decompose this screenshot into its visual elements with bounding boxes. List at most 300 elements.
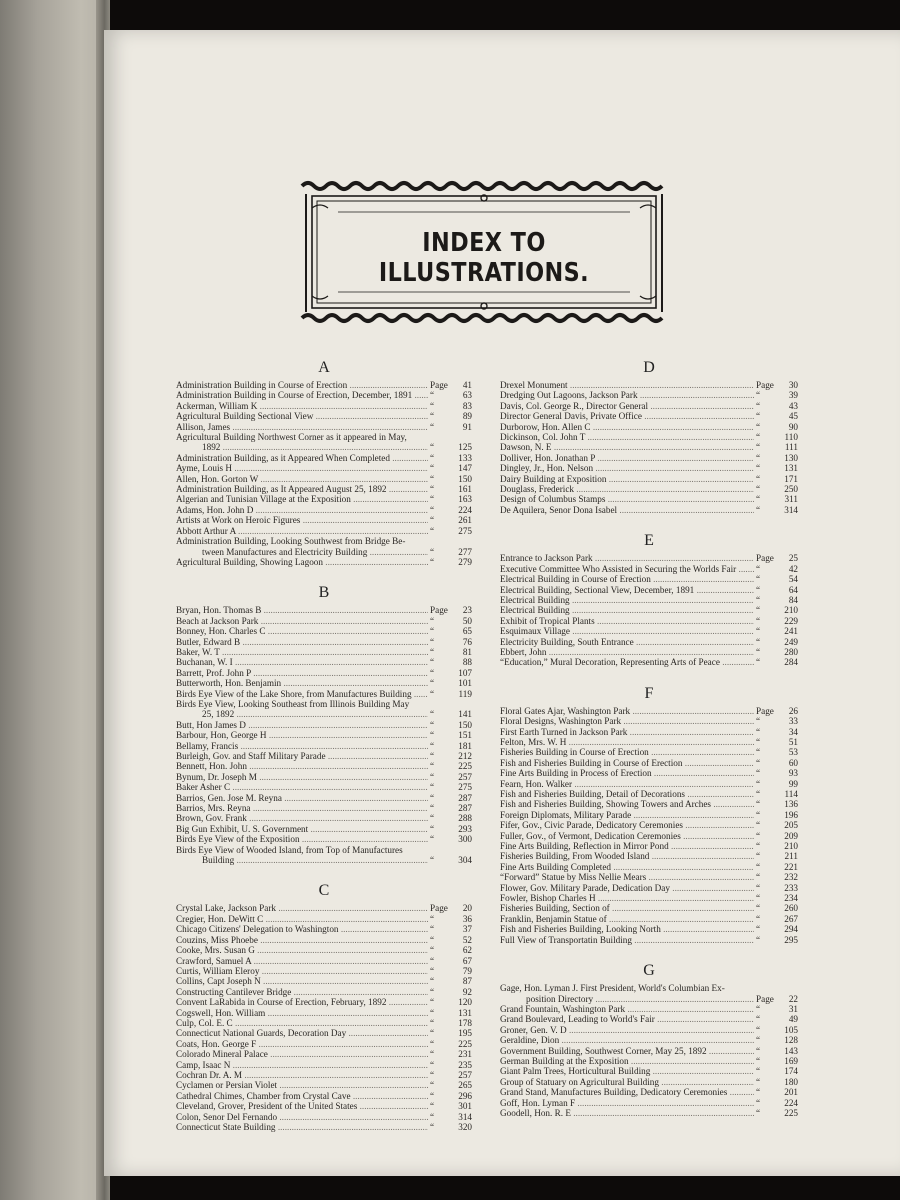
index-entry	[176, 616, 472, 626]
entry-page-prefix: “	[430, 965, 435, 976]
index-entry	[176, 966, 472, 976]
entry-page-number: 284	[784, 657, 798, 668]
index-entry	[500, 935, 798, 945]
entry-page-number: 279	[458, 556, 472, 567]
section-letter: G	[643, 962, 655, 980]
entry-page-prefix: “	[756, 463, 761, 474]
entry-page-prefix: “	[756, 778, 761, 789]
entry-title: Colorado Mineral Palace .....	[176, 1049, 428, 1059]
index-entry	[500, 737, 798, 747]
index-entry	[176, 956, 472, 966]
entry-title: Coats, Hon. George F .....	[176, 1039, 428, 1049]
index-entry	[176, 647, 472, 657]
index-entry	[176, 813, 472, 823]
entry-title: Administration Building in Course of Erection .....	[176, 380, 428, 390]
index-entry	[500, 380, 798, 390]
entry-title: Cathedral Chimes, Chamber from Crystal Cave .....	[176, 1091, 428, 1101]
index-entry	[176, 637, 472, 647]
entry-page-prefix: “	[430, 1038, 435, 1049]
index-entry	[500, 1025, 798, 1035]
entry-page-prefix: “	[430, 813, 435, 824]
entry-page-prefix: “	[756, 473, 761, 484]
entry-page-prefix: “	[430, 730, 435, 741]
entry-page-prefix: “	[756, 1066, 761, 1077]
entry-title: Barrios, Gen. Jose M. Reyna .....	[176, 793, 428, 803]
entry-continuation	[176, 855, 472, 865]
entry-title: Barrios, Mrs. Reyna .....	[176, 803, 428, 813]
entry-title: Birds Eye View, Looking Southeast from Illinois Building May	[176, 698, 410, 709]
index-entry	[500, 442, 798, 452]
entry-title: Connecticut National Guards, Decoration Day .....	[176, 1028, 428, 1038]
index-entry	[500, 585, 798, 595]
index-entry	[500, 799, 798, 809]
entry-title: Culp, Col. E. C .....	[176, 1018, 428, 1028]
index-entry	[176, 494, 472, 504]
entry-title: Geraldine, Dion .....	[500, 1035, 754, 1045]
entry-page-prefix: “	[756, 1003, 761, 1014]
entry-title: “Forward” Statue by Miss Nellie Mears .....	[500, 872, 754, 882]
entry-page-number: 161	[458, 484, 472, 495]
entry-title: Cochran Dr. A. M .....	[176, 1070, 428, 1080]
entry-title: Ayme, Louis H .....	[176, 463, 428, 473]
entry-page-prefix: Page	[430, 903, 448, 914]
entry-title: Cregier, Hon. DeWitt C .....	[176, 914, 428, 924]
entry-page-number: 65	[462, 626, 472, 637]
entry-page-prefix: “	[756, 432, 761, 443]
index-entry	[500, 893, 798, 903]
index-entry	[176, 803, 472, 813]
entry-title: Electrical Building, Sectional View, December, 1891 .....	[500, 585, 754, 595]
index-entry	[500, 747, 798, 757]
entry-page-prefix: “	[430, 442, 435, 453]
entry-page-prefix: “	[756, 1097, 761, 1108]
entry-title: “Education,” Mural Decoration, Representing Arts of Peace .....	[500, 657, 754, 667]
index-entry	[500, 422, 798, 432]
entry-title-continued: Building .....	[202, 855, 428, 865]
entry-page-prefix: Page	[430, 605, 448, 616]
entry-page-prefix: “	[756, 1035, 761, 1046]
entry-title: Giant Palm Trees, Horticultural Building .....	[500, 1066, 754, 1076]
index-entry	[176, 1028, 472, 1038]
page-title: INDEX TO ILLUSTRATIONS.	[378, 228, 590, 288]
entry-page-prefix: “	[430, 1017, 435, 1028]
entry-title: Group of Statuary on Agricultural Building .....	[500, 1077, 754, 1087]
entry-page-prefix: “	[430, 473, 435, 484]
entry-page-prefix: “	[756, 452, 761, 463]
entry-title: Big Gun Exhibit, U. S. Government .....	[176, 824, 428, 834]
index-entry	[176, 1060, 472, 1070]
entry-page-number: 293	[458, 823, 472, 834]
index-entry	[176, 505, 472, 515]
entry-page-number: 31	[788, 1003, 798, 1014]
entry-page-number: 76	[462, 636, 472, 647]
entry-page-number: 90	[788, 421, 798, 432]
entry-page-prefix: “	[430, 740, 435, 751]
index-entry	[500, 872, 798, 882]
entry-page-prefix: “	[430, 1028, 435, 1039]
index-entry	[500, 768, 798, 778]
entry-page-number: 63	[462, 390, 472, 401]
index-entry	[500, 564, 798, 574]
entry-title: German Building at the Exposition .....	[500, 1056, 754, 1066]
entry-continuation	[500, 994, 798, 1004]
entry-page-number: 235	[458, 1059, 472, 1070]
entry-title: Abbott Arthur A .....	[176, 526, 428, 536]
entry-page-prefix: “	[430, 1069, 435, 1080]
entry-title: Agricultural Building Northwest Corner as it appeared in May,	[176, 432, 407, 443]
entry-page-number: 265	[458, 1080, 472, 1091]
entry-title: Gage, Hon. Lyman J. First President, World's Columbian Ex-	[500, 983, 725, 994]
entry-page-number: 210	[784, 841, 798, 852]
index-entry	[176, 793, 472, 803]
entry-page-number: 275	[458, 782, 472, 793]
entry-title: Fish and Fisheries Building, Looking North .....	[500, 924, 754, 934]
index-entry	[176, 845, 472, 866]
entry-page-prefix: “	[756, 747, 761, 758]
entry-page-prefix: “	[430, 484, 435, 495]
index-entry	[176, 987, 472, 997]
entry-page-number: 26	[788, 705, 798, 716]
entry-title: Administration Building, as It Appeared August 25, 1892 .....	[176, 484, 428, 494]
entry-page-number: 210	[784, 605, 798, 616]
entry-page-number: 67	[462, 955, 472, 966]
entry-page-prefix: “	[756, 442, 761, 453]
entry-page-prefix: “	[756, 484, 761, 495]
entry-page-prefix: “	[430, 1111, 435, 1122]
entry-page-number: 275	[458, 525, 472, 536]
entry-page-number: 288	[458, 813, 472, 824]
entry-title: Grand Fountain, Washington Park .....	[500, 1004, 754, 1014]
entry-page-prefix: “	[756, 934, 761, 945]
entry-page-prefix: “	[756, 494, 761, 505]
index-entry	[176, 1101, 472, 1111]
index-entry	[500, 1046, 798, 1056]
index-entry	[500, 883, 798, 893]
index-entry	[500, 553, 798, 563]
entry-page-number: 300	[458, 834, 472, 845]
entry-page-number: 53	[788, 747, 798, 758]
entry-title: Fuller, Gov., of Vermont, Dedication Ceremonies .....	[500, 831, 754, 841]
index-entry	[176, 401, 472, 411]
entry-page-number: 81	[462, 646, 472, 657]
entry-page-number: 224	[784, 1097, 798, 1108]
entry-title: Fifer, Gov., Civic Parade, Dedicatory Ceremonies .....	[500, 820, 754, 830]
index-entry	[176, 657, 472, 667]
entry-page-prefix: “	[756, 657, 761, 668]
index-entry	[500, 595, 798, 605]
entry-title: Bynum, Dr. Joseph M .....	[176, 772, 428, 782]
entry-title: Flower, Gov. Military Parade, Dedication Day .....	[500, 883, 754, 893]
index-entry	[176, 699, 472, 720]
entry-page-number: 36	[462, 913, 472, 924]
entry-title: Fine Arts Building in Process of Erection .....	[500, 768, 754, 778]
entry-page-prefix: “	[430, 1122, 435, 1132]
index-entry	[176, 782, 472, 792]
entry-title: Electrical Building in Course of Erection .....	[500, 574, 754, 584]
index-entry	[500, 411, 798, 421]
entry-title: Drexel Monument .....	[500, 380, 754, 390]
entry-page-prefix: “	[756, 903, 761, 914]
entry-page-number: 23	[462, 605, 472, 616]
entry-page-prefix: “	[756, 390, 761, 401]
entry-title: Convent LaRabida in Course of Erection, February, 1892 .....	[176, 997, 428, 1007]
left-page-edge	[0, 0, 108, 1200]
index-entry	[500, 758, 798, 768]
entry-title: Dredging Out Lagoons, Jackson Park .....	[500, 390, 754, 400]
index-entry	[176, 605, 472, 615]
entry-page-number: 133	[458, 452, 472, 463]
entry-title: Algerian and Tunisian Village at the Exposition .....	[176, 494, 428, 504]
entry-page-number: 163	[458, 494, 472, 505]
entry-page-prefix: Page	[756, 705, 774, 716]
entry-page-prefix: “	[430, 761, 435, 772]
entry-page-prefix: “	[430, 400, 435, 411]
entry-page-number: 131	[784, 463, 798, 474]
entry-page-number: 83	[462, 400, 472, 411]
index-entry	[176, 945, 472, 955]
entry-page-number: 224	[458, 504, 472, 515]
entry-page-number: 233	[784, 882, 798, 893]
entry-page-number: 257	[458, 771, 472, 782]
entry-page-number: 169	[784, 1055, 798, 1066]
entry-page-prefix: “	[756, 584, 761, 595]
index-entry	[176, 668, 472, 678]
entry-title: Dolliver, Hon. Jonathan P .....	[500, 453, 754, 463]
entry-page-number: 111	[784, 442, 798, 453]
index-entry	[500, 484, 798, 494]
entry-page-prefix: “	[430, 709, 435, 720]
entry-page-number: 34	[788, 726, 798, 737]
entry-page-number: 110	[784, 432, 798, 443]
entry-page-prefix: “	[756, 1055, 761, 1066]
index-entry	[176, 730, 472, 740]
entry-title: Dawson, N. E .....	[500, 442, 754, 452]
entry-page-prefix: Page	[756, 553, 774, 564]
entry-page-prefix: “	[756, 1024, 761, 1035]
entry-title: Crystal Lake, Jackson Park .....	[176, 903, 428, 913]
entry-title: Grand Boulevard, Leading to World's Fair .....	[500, 1014, 754, 1024]
entry-page-prefix: “	[430, 976, 435, 987]
index-entry	[176, 390, 472, 400]
entry-page-number: 30	[788, 380, 798, 390]
entry-page-prefix: “	[430, 411, 435, 422]
entry-page-prefix: “	[430, 657, 435, 668]
index-entry	[500, 924, 798, 934]
entry-page-number: 25	[788, 553, 798, 564]
entry-title: Beach at Jackson Park .....	[176, 616, 428, 626]
entry-title: Dairy Building at Exposition .....	[500, 474, 754, 484]
entry-page-number: 196	[784, 809, 798, 820]
entry-page-number: 43	[788, 400, 798, 411]
entry-title: Groner, Gen. V. D .....	[500, 1025, 754, 1035]
entry-title: Artists at Work on Heroic Figures .....	[176, 515, 428, 525]
entry-title: Baker Asher C .....	[176, 782, 428, 792]
entry-title: Goodell, Hon. R. E .....	[500, 1108, 754, 1118]
index-entry	[500, 789, 798, 799]
entry-page-prefix: “	[430, 525, 435, 536]
section-letter: C	[318, 882, 330, 900]
entry-continuation	[176, 442, 472, 452]
entry-page-number: 45	[788, 411, 798, 422]
entry-page-number: 221	[784, 861, 798, 872]
entry-page-prefix: “	[756, 841, 761, 852]
entry-title: Connecticut State Building .....	[176, 1122, 428, 1132]
entry-title: Fisheries Building in Course of Erection .....	[500, 747, 754, 757]
index-entry	[500, 390, 798, 400]
index-entry	[176, 834, 472, 844]
entry-title: Director General Davis, Private Office .....	[500, 411, 754, 421]
index-entry	[500, 851, 798, 861]
entry-title: Colon, Senor Del Fernando .....	[176, 1112, 428, 1122]
entry-title: Crawford, Samuel A .....	[176, 956, 428, 966]
index-entry	[500, 616, 798, 626]
index-entry	[176, 824, 472, 834]
entry-page-number: 304	[458, 855, 472, 866]
index-entry	[500, 463, 798, 473]
entry-title: Collins, Capt Joseph N .....	[176, 976, 428, 986]
index-entry	[500, 831, 798, 841]
entry-page-prefix: “	[430, 646, 435, 657]
entry-title: Couzins, Miss Phoebe .....	[176, 935, 428, 945]
entry-title: Ackerman, William K .....	[176, 401, 428, 411]
entry-title: Franklin, Benjamin Statue of .....	[500, 914, 754, 924]
entry-page-prefix: “	[756, 893, 761, 904]
entry-page-prefix: Page	[756, 380, 774, 390]
entry-title: Chicago Citizens' Delegation to Washington .....	[176, 924, 428, 934]
entry-page-prefix: “	[430, 955, 435, 966]
entry-continuation	[176, 547, 472, 557]
index-entry	[500, 1066, 798, 1076]
entry-page-number: 120	[458, 997, 472, 1008]
entry-page-number: 51	[788, 736, 798, 747]
index-entry	[176, 1112, 472, 1122]
entry-page-number: 37	[462, 924, 472, 935]
index-entry	[500, 401, 798, 411]
entry-page-number: 211	[784, 851, 798, 862]
entry-page-number: 261	[458, 515, 472, 526]
entry-page-prefix: “	[756, 646, 761, 657]
entry-page-number: 114	[784, 789, 798, 799]
entry-page-prefix: “	[430, 678, 435, 689]
entry-page-prefix: “	[430, 1007, 435, 1018]
title-frame	[298, 180, 670, 324]
entry-page-number: 250	[784, 484, 798, 495]
index-entry	[176, 1070, 472, 1080]
entry-page-number: 128	[784, 1035, 798, 1046]
entry-page-number: 301	[458, 1101, 472, 1112]
entry-title: Adams, Hon. John D .....	[176, 505, 428, 515]
entry-page-prefix: “	[430, 1080, 435, 1091]
entry-page-number: 287	[458, 803, 472, 814]
entry-page-number: 171	[784, 473, 798, 484]
entry-page-number: 180	[784, 1076, 798, 1087]
entry-page-number: 201	[784, 1087, 798, 1098]
entry-title: Douglass, Frederick .....	[500, 484, 754, 494]
entry-page-number: 267	[784, 913, 798, 924]
entry-page-number: 60	[788, 757, 798, 768]
index-entry	[176, 380, 472, 390]
entry-page-prefix: “	[430, 452, 435, 463]
entry-title-continued: 1892 .....	[202, 442, 428, 452]
index-entry	[176, 1049, 472, 1059]
index-entry	[176, 997, 472, 1007]
entry-page-prefix: “	[756, 882, 761, 893]
entry-title: Birds Eye View of the Exposition .....	[176, 834, 428, 844]
entry-title: Administration Building, as it Appeared When Completed .....	[176, 453, 428, 463]
entry-page-number: 209	[784, 830, 798, 841]
entry-page-prefix: “	[756, 851, 761, 862]
entry-page-number: 105	[784, 1024, 798, 1035]
index-entry	[500, 474, 798, 484]
index-entry	[176, 772, 472, 782]
entry-title: Bonney, Hon. Charles C .....	[176, 626, 428, 636]
entry-page-number: 22	[788, 993, 798, 1004]
index-entry	[500, 1014, 798, 1024]
entry-title-continued: position Directory .....	[526, 994, 754, 1004]
entry-title: Fish and Fisheries Building, Detail of Decorations .....	[500, 789, 754, 799]
index-entry	[176, 453, 472, 463]
entry-page-prefix: “	[430, 421, 435, 432]
entry-page-number: 20	[462, 903, 472, 914]
entry-page-number: 241	[784, 626, 798, 637]
index-entry	[500, 432, 798, 442]
entry-page-prefix: “	[430, 986, 435, 997]
entry-title: Butt, Hon James D .....	[176, 720, 428, 730]
entry-page-prefix: “	[430, 688, 435, 699]
entry-page-prefix: “	[430, 945, 435, 956]
entry-title: Full View of Transportatin Building .....	[500, 935, 754, 945]
entry-page-number: 225	[784, 1107, 798, 1118]
index-entry	[500, 779, 798, 789]
index-column-left	[176, 356, 472, 1132]
entry-page-number: 295	[784, 934, 798, 945]
entry-page-number: 296	[458, 1090, 472, 1101]
index-entry	[500, 494, 798, 504]
entry-page-number: 147	[458, 463, 472, 474]
entry-page-prefix: “	[430, 1090, 435, 1101]
entry-title: Floral Designs, Washington Park .....	[500, 716, 754, 726]
index-entry	[500, 505, 798, 515]
entry-page-number: 287	[458, 792, 472, 803]
index-entry	[176, 903, 472, 913]
entry-title: De Aquilera, Senor Dona Isabel .....	[500, 505, 754, 515]
entry-title: Entrance to Jackson Park .....	[500, 553, 754, 563]
entry-page-number: 260	[784, 903, 798, 914]
entry-page-number: 150	[458, 719, 472, 730]
entry-page-number: 50	[462, 615, 472, 626]
section-letter: E	[644, 532, 654, 550]
index-entry	[176, 536, 472, 557]
entry-page-prefix: “	[756, 789, 761, 799]
entry-page-prefix: “	[756, 1107, 761, 1118]
section-letter: D	[643, 359, 655, 376]
index-entry	[500, 841, 798, 851]
entry-page-prefix: “	[756, 563, 761, 574]
entry-page-number: 234	[784, 893, 798, 904]
entry-page-prefix: “	[430, 615, 435, 626]
entry-page-number: 231	[458, 1049, 472, 1060]
entry-page-number: 39	[788, 390, 798, 401]
entry-title: Cyclamen or Persian Violet .....	[176, 1080, 428, 1090]
entry-page-prefix: “	[430, 782, 435, 793]
entry-title: Fearn, Hon. Walker .....	[500, 779, 754, 789]
entry-page-number: 88	[462, 657, 472, 668]
index-entry	[176, 432, 472, 453]
entry-page-number: 141	[458, 709, 472, 720]
entry-title: Floral Gates Ajar, Washington Park .....	[500, 706, 754, 716]
entry-page-prefix: “	[756, 716, 761, 727]
index-entry	[500, 810, 798, 820]
